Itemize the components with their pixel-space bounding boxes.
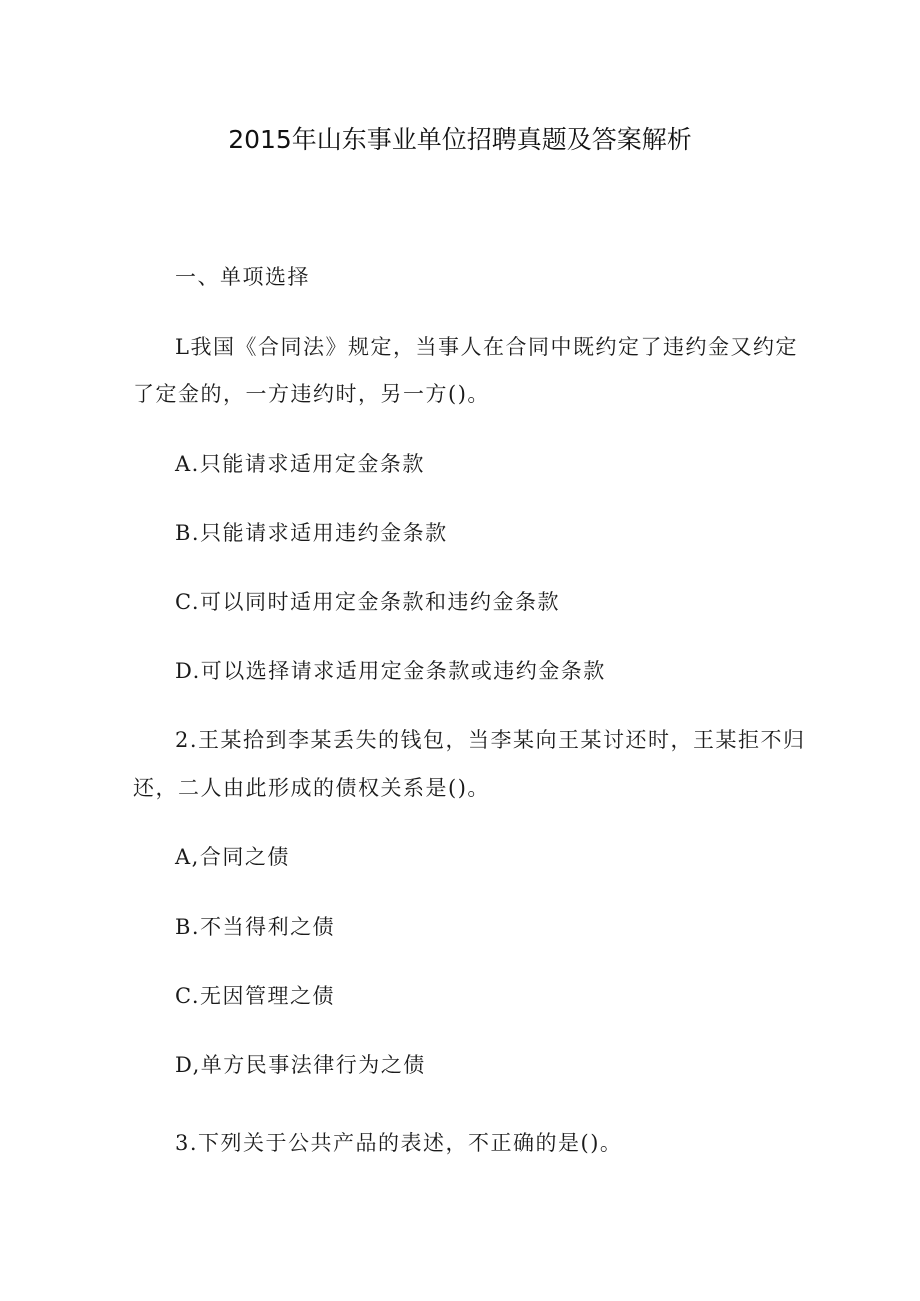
question-2-stem-line-1: 2.王某拾到李某丢失的钱包，当李某向王某讨还时，王某拒不归 <box>175 728 806 752</box>
question-1-option-b: B.只能请求适用违约金条款 <box>175 521 448 545</box>
question-2-option-c: C.无因管理之债 <box>175 984 335 1008</box>
question-1-option-a: A.只能请求适用定金条款 <box>175 452 425 476</box>
question-1-option-d: D.可以选择请求适用定金条款或违约金条款 <box>175 659 606 683</box>
question-1-stem-line-2: 了定金的，一方违约时，另一方()。 <box>133 382 490 406</box>
question-2-stem-line-2: 还，二人由此形成的债权关系是()。 <box>133 776 490 800</box>
section-heading: 一、单项选择 <box>175 265 310 289</box>
question-2-option-b: B.不当得利之债 <box>175 915 336 939</box>
question-2-option-d: D,单方民事法律行为之债 <box>175 1053 426 1077</box>
question-3-stem-line-1: 3.下列关于公共产品的表述，不正确的是()。 <box>175 1131 623 1155</box>
document-title: 2015年山东事业单位招聘真题及答案解析 <box>228 125 692 154</box>
question-1-stem-line-1: L我国《合同法》规定，当事人在合同中既约定了违约金又约定 <box>175 335 798 359</box>
question-1-option-c: C.可以同时适用定金条款和违约金条款 <box>175 590 560 614</box>
question-2-option-a: A,合同之债 <box>175 845 290 869</box>
